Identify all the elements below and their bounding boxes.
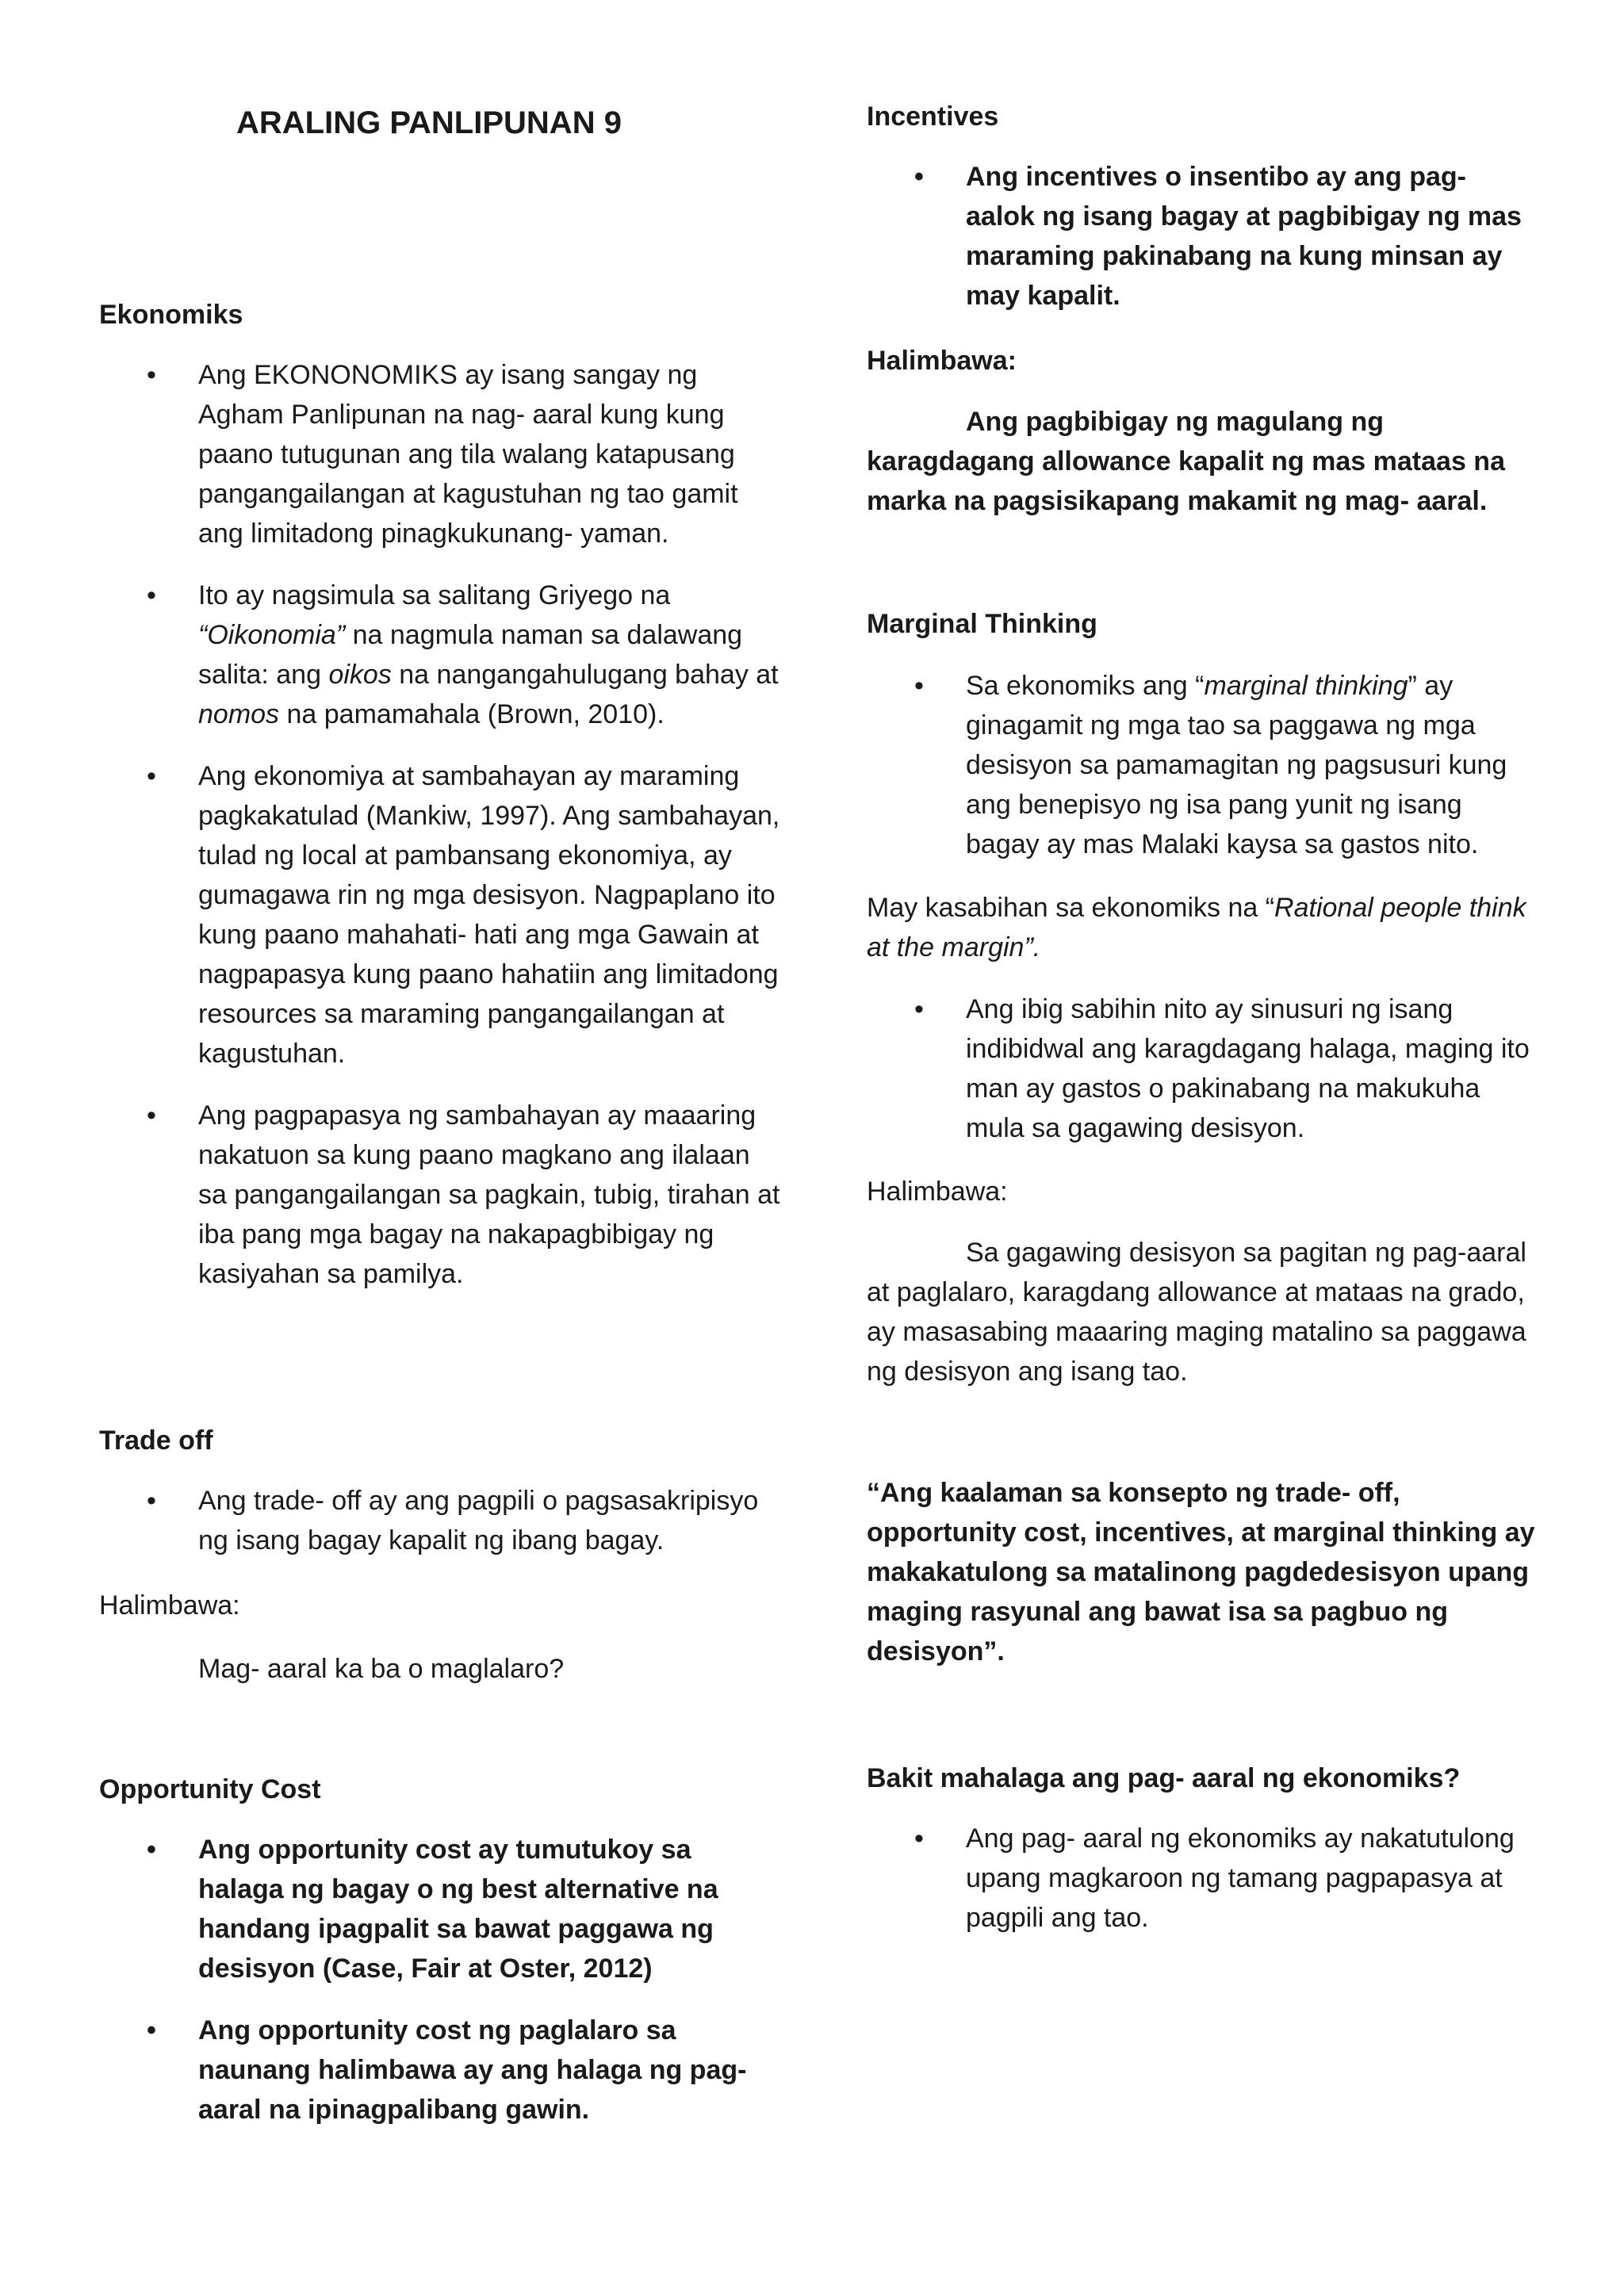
list-item: • Ang ibig sabihin nito ay sinusuri ng isang indibidwal ang karagdagang halaga, maging ito man ay gastos o pakinabang na makukuha mula sa gagawing desisyon. (867, 989, 1541, 1148)
section-heading-opportunity-cost: Opportunity Cost (99, 1774, 321, 1804)
bullet-icon: • (914, 1823, 924, 1854)
section-heading-tradeoff: Trade off (99, 1425, 213, 1456)
list-item: • Ang incentives o insentibo ay ang pag- aalok ng isang bagay at pagbibigay ng mas maraming pakinabang na kung minsan ay may kapalit. (867, 157, 1541, 316)
bullet-icon: • (147, 1100, 156, 1131)
list-item: • Ang opportunity cost ng paglalaro sa naunang halimbawa ay ang halaga ng pag- aaral na ipinagpalibang gawin. (99, 2011, 781, 2130)
list-item: • Ang ekonomiya at sambahayan ay maraming pagkakatulad (Mankiw, 1997). Ang sambahayan, tulad ng local at pambansang ekonomiya, ay gumagawa rin ng mga desisyon. Nagpaplano ito kung paano mahahati- hati ang mga Gawain at nagpapasya kung paano hahatiin ang limitadong resources sa maraming pangangailangan at kagustuhan. (99, 756, 781, 1073)
bullet-icon: • (147, 2015, 156, 2045)
key-quote: “Ang kaalaman sa konsepto ng trade- off, opportunity cost, incentives, at marginal thinking ay makakatulong sa matalinong pagdedesisyon upang maging rasyunal ang bawat isa sa pagbuo ng desisyon”. (867, 1478, 1535, 1667)
list-item: • Ang opportunity cost ay tumutukoy sa halaga ng bagay o ng best alternative na handang ipagpalit sa bawat paggawa ng desisyon (Case, Fair at Oster, 2012) (99, 1830, 781, 1988)
section-heading-ekonomiks: Ekonomiks (99, 300, 243, 330)
importance-bullet-list (867, 1819, 1541, 1960)
bullet-icon: • (147, 1835, 156, 1865)
marginal-bullet-list-1 (867, 666, 1541, 886)
marginal-saying: May kasabihan sa ekonomiks na “Rational people think at the margin”. (867, 893, 1526, 962)
incentives-example-label: Halimbawa: (867, 346, 1017, 376)
incentives-example: Ang pagbibigay ng magulang ng karagdagang allowance kapalit ng mas mataas na marka na pagsisikapang makamit ng mag- aaral. (867, 407, 1505, 516)
list-item: • Ang pagpapasya ng sambahayan ay maaaring nakatuon sa kung paano magkano ang ilalaan sa pangangailangan sa pagkain, tubig, tirahan at iba pang mga bagay na nakapagbibigay ng kasiyahan sa pamilya. (99, 1096, 781, 1294)
bullet-icon: • (914, 994, 924, 1024)
bullet-icon: • (147, 761, 156, 791)
list-item: • Ang pag- aaral ng ekonomiks ay nakatutulong upang magkaroon ng tamang pagpapasya at pagpili ang tao. (867, 1819, 1541, 1938)
section-heading-importance: Bakit mahalaga ang pag- aaral ng ekonomiks? (867, 1763, 1461, 1793)
bullet-icon: • (914, 671, 924, 701)
ekonomiks-bullet-list (99, 355, 781, 1316)
bullet-icon: • (147, 580, 156, 610)
bullet-icon: • (147, 360, 156, 390)
bullet-icon: • (147, 1486, 156, 1516)
section-heading-marginal-thinking: Marginal Thinking (867, 609, 1097, 639)
tradeoff-example-label: Halimbawa: (99, 1590, 240, 1621)
incentives-bullet-list (867, 157, 1541, 338)
list-item: • Ang EKONONOMIKS ay isang sangay ng Agham Panlipunan na nag- aaral kung kung paano tutugunan ang tila walang katapusang pangangailangan at kagustuhan ng tao gamit ang limitadong pinagkukunang- yaman. (99, 355, 781, 553)
bullet-icon: • (914, 162, 924, 192)
opportunity-bullet-list (99, 1830, 781, 2152)
page-title: ARALING PANLIPUNAN 9 (236, 105, 622, 140)
list-item: • Ito ay nagsimula sa salitang Griyego na “Oikonomia” na nagmula naman sa dalawang salita: ang oikos na nangangahulugang bahay at nomos na pamamahala (Brown, 2010). (99, 576, 781, 734)
tradeoff-example: Mag- aaral ka ba o maglalaro? (198, 1654, 565, 1684)
section-heading-incentives: Incentives (867, 101, 999, 132)
marginal-example: Sa gagawing desisyon sa pagitan ng pag-aaral at paglalaro, karagdang allowance at mataas na grado, ay masasabing maaaring maging matalino sa paggawa ng desisyon ang isang tao. (867, 1238, 1526, 1387)
tradeoff-bullet-list (99, 1481, 781, 1582)
list-item: • Sa ekonomiks ang “marginal thinking” ay ginagamit ng mga tao sa paggawa ng mga desisyon sa pamamagitan ng pagsusuri kung ang benepisyo ng isa pang yunit ng isang bagay ay mas Malaki kaysa sa gastos nito. (867, 666, 1541, 864)
marginal-bullet-list-2 (867, 989, 1541, 1170)
list-item: • Ang trade- off ay ang pagpili o pagsasakripisyo ng isang bagay kapalit ng ibang bagay. (99, 1481, 781, 1560)
marginal-example-label: Halimbawa: (867, 1177, 1008, 1207)
